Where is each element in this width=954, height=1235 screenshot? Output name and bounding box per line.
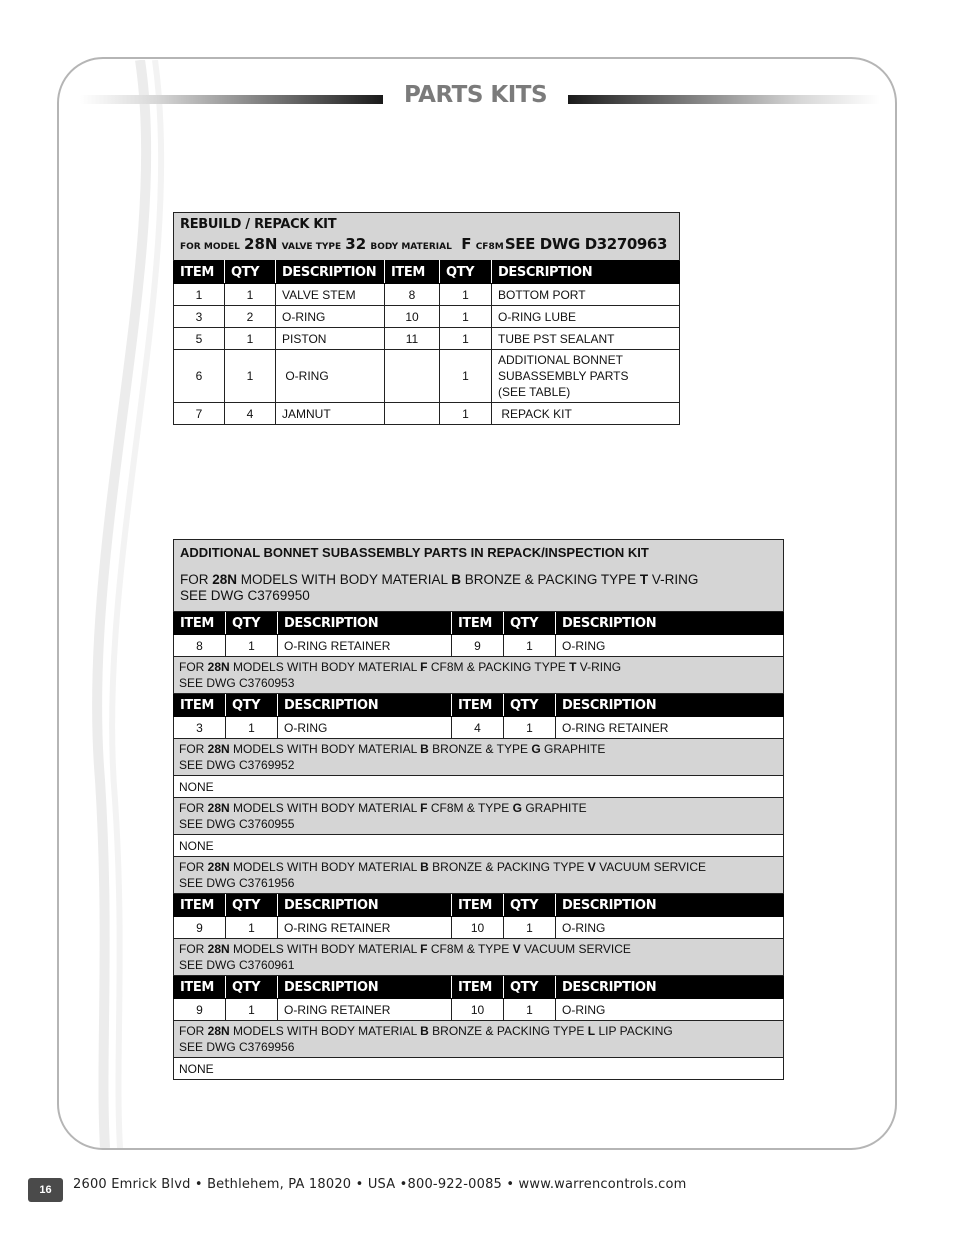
page-header (80, 80, 880, 118)
qty-cell: 1 (226, 999, 278, 1021)
column-header: ITEM (452, 694, 504, 717)
bonnet-parts-table (173, 539, 784, 1080)
condition-text: V (587, 860, 596, 874)
bonnet-title: ADDITIONAL BONNET SUBASSEMBLY PARTS IN REPACK/INSPECTION KIT (180, 545, 649, 560)
condition-text: MODELS WITH BODY MATERIAL (229, 660, 421, 674)
condition-row (174, 657, 784, 694)
dwg-reference: SEE DWG C3760953 (179, 676, 295, 690)
column-header: DESCRIPTION (492, 261, 680, 284)
column-header: ITEM (174, 694, 226, 717)
item-cell: 4 (452, 717, 504, 739)
bonnet-subtitle: FOR 28N MODELS WITH BODY MATERIAL B BRONZE & PACKING TYPE T V-RING SEE DWG C3769950 (180, 572, 699, 603)
condition-text: FOR (179, 660, 208, 674)
table-row (174, 717, 784, 739)
bonnet-header-row (174, 612, 784, 635)
qty-cell: 1 (226, 635, 278, 657)
rebuild-kit-table (173, 212, 680, 425)
condition-text: CF8M & TYPE (427, 942, 513, 956)
condition-text: LIP PACKING (595, 1024, 673, 1038)
dwg-reference: SEE DWG C3769952 (179, 758, 295, 772)
item-cell: 3 (174, 717, 226, 739)
item-cell: 1 (174, 284, 225, 306)
description-cell: O-RING LUBE (492, 306, 680, 328)
description-cell: JAMNUT (276, 403, 385, 425)
none-cell: NONE (174, 776, 784, 798)
column-header: QTY (440, 261, 492, 284)
condition-cell (174, 798, 784, 835)
description-cell: O-RING RETAINER (556, 717, 784, 739)
table-row (174, 328, 680, 350)
condition-text: FOR (179, 860, 208, 874)
table-row (174, 917, 784, 939)
column-header: ITEM (174, 976, 226, 999)
condition-cell (174, 857, 784, 894)
qty-cell: 1 (226, 917, 278, 939)
table-row (174, 999, 784, 1021)
table-row (174, 350, 680, 403)
qty-cell: 1 (504, 635, 556, 657)
condition-cell (174, 939, 784, 976)
condition-text: BRONZE & TYPE (428, 742, 532, 756)
description-cell: O-RING (276, 350, 385, 403)
column-header: ITEM (174, 894, 226, 917)
qty-cell: 1 (504, 999, 556, 1021)
column-header: QTY (504, 976, 556, 999)
qty-cell: 1 (504, 717, 556, 739)
column-header: DESCRIPTION (278, 612, 452, 635)
column-header: ITEM (452, 894, 504, 917)
item-cell: 6 (174, 350, 225, 403)
column-header: DESCRIPTION (278, 694, 452, 717)
dwg-reference: SEE DWG C3769956 (179, 1040, 295, 1054)
condition-text: 28N (207, 1024, 230, 1038)
condition-text: MODELS WITH BODY MATERIAL (229, 1024, 421, 1038)
qty-cell: 1 (225, 328, 276, 350)
column-header: DESCRIPTION (556, 694, 784, 717)
condition-text: 28N (207, 942, 230, 956)
column-header: QTY (504, 894, 556, 917)
condition-text: 28N (207, 860, 230, 874)
column-header: DESCRIPTION (276, 261, 385, 284)
description-cell: O-RING RETAINER (278, 917, 452, 939)
condition-text: 28N (207, 660, 230, 674)
condition-text: VACUUM SERVICE (520, 942, 631, 956)
decorative-swoosh (60, 60, 180, 1148)
item-cell: 8 (385, 284, 440, 306)
item-cell: 11 (385, 328, 440, 350)
column-header: QTY (504, 694, 556, 717)
condition-text: GRAPHITE (540, 742, 606, 756)
condition-text: F (420, 942, 428, 956)
condition-text: F (420, 660, 428, 674)
dwg-reference: SEE DWG C3761956 (179, 876, 295, 890)
qty-cell: 1 (440, 403, 492, 425)
description-cell: BOTTOM PORT (492, 284, 680, 306)
table-row (174, 403, 680, 425)
header-bar-right (568, 95, 880, 104)
condition-text: 28N (207, 801, 230, 815)
condition-text: MODELS WITH BODY MATERIAL (229, 801, 421, 815)
condition-row (174, 1021, 784, 1058)
item-cell: 10 (452, 999, 504, 1021)
qty-cell: 1 (504, 917, 556, 939)
description-cell: REPACK KIT (492, 403, 680, 425)
bonnet-header (174, 540, 784, 612)
condition-text: G (512, 801, 522, 815)
table-row (174, 635, 784, 657)
none-row (174, 776, 784, 798)
condition-text: FOR (179, 801, 208, 815)
none-cell: NONE (174, 835, 784, 857)
description-cell: TUBE PST SEALANT (492, 328, 680, 350)
condition-text: CF8M & TYPE (427, 801, 513, 815)
condition-text: F (420, 801, 428, 815)
condition-text: L (587, 1024, 596, 1038)
body-material-label: BODY MATERIAL (370, 242, 452, 252)
item-cell: 7 (174, 403, 225, 425)
dwg-reference: SEE DWG C3760961 (179, 958, 295, 972)
model-value: 28N (244, 235, 278, 253)
rebuild-kit-model-line (180, 235, 673, 257)
description-cell: O-RING (278, 717, 452, 739)
condition-cell (174, 1021, 784, 1058)
condition-text: FOR (179, 1024, 208, 1038)
column-header: QTY (226, 612, 278, 635)
item-cell: 9 (174, 917, 226, 939)
rebuild-kit-title: REBUILD / REPACK KIT (180, 217, 337, 232)
item-cell: 10 (385, 306, 440, 328)
condition-text: B (420, 860, 429, 874)
condition-text: FOR (179, 942, 208, 956)
description-cell: PISTON (276, 328, 385, 350)
description-cell: O-RING (276, 306, 385, 328)
item-cell: 9 (452, 635, 504, 657)
condition-row (174, 857, 784, 894)
item-cell: 9 (174, 999, 226, 1021)
condition-text: B (420, 742, 429, 756)
qty-cell: 4 (225, 403, 276, 425)
description-cell: O-RING RETAINER (278, 999, 452, 1021)
condition-text: MODELS WITH BODY MATERIAL (229, 860, 421, 874)
qty-cell: 1 (440, 350, 492, 403)
description-cell: O-RING (556, 635, 784, 657)
column-header: QTY (225, 261, 276, 284)
dwg-reference: SEE DWG C3760955 (179, 817, 295, 831)
condition-text: CF8M & PACKING TYPE (427, 660, 570, 674)
condition-row (174, 798, 784, 835)
column-header: ITEM (174, 612, 226, 635)
bonnet-header-row (174, 894, 784, 917)
description-cell: VALVE STEM (276, 284, 385, 306)
none-cell: NONE (174, 1058, 784, 1080)
condition-row (174, 939, 784, 976)
rebuild-header-row (174, 261, 680, 284)
description-cell: ADDITIONAL BONNET SUBASSEMBLY PARTS (SEE TABLE) (492, 350, 680, 403)
qty-cell: 1 (225, 284, 276, 306)
item-cell: 10 (452, 917, 504, 939)
body-material-suffix: CF8M (475, 242, 504, 252)
condition-cell (174, 739, 784, 776)
condition-text: VACUUM SERVICE (595, 860, 707, 874)
condition-text: FOR (179, 742, 208, 756)
column-header: ITEM (452, 976, 504, 999)
item-cell: 5 (174, 328, 225, 350)
table-row (174, 306, 680, 328)
condition-cell (174, 657, 784, 694)
condition-text: V (512, 942, 521, 956)
column-header: ITEM (452, 612, 504, 635)
condition-text: MODELS WITH BODY MATERIAL (229, 742, 421, 756)
table-row (174, 284, 680, 306)
description-cell: O-RING (556, 917, 784, 939)
condition-text: B (420, 1024, 429, 1038)
column-header: QTY (504, 612, 556, 635)
condition-text: G (531, 742, 541, 756)
header-bar-left (80, 95, 383, 104)
qty-cell: 1 (225, 350, 276, 403)
column-header: DESCRIPTION (556, 894, 784, 917)
item-cell (385, 350, 440, 403)
qty-cell: 1 (440, 328, 492, 350)
condition-text: 28N (207, 742, 230, 756)
column-header: DESCRIPTION (278, 976, 452, 999)
valve-type-value: 32 (345, 235, 367, 253)
for-model-label: FOR MODEL (180, 242, 240, 252)
page-title: PARTS KITS (403, 82, 548, 108)
item-cell: 3 (174, 306, 225, 328)
column-header: QTY (226, 694, 278, 717)
bonnet-dwg-reference: SEE DWG C3769950 (180, 588, 310, 603)
column-header: QTY (226, 976, 278, 999)
condition-text: V-RING (576, 660, 622, 674)
condition-text: T (569, 660, 577, 674)
none-row (174, 835, 784, 857)
rebuild-dwg-reference: SEE DWG D3270963 (504, 235, 668, 253)
column-header: ITEM (174, 261, 225, 284)
valve-type-label: VALVE TYPE (281, 242, 342, 252)
rebuild-kit-header (174, 213, 680, 261)
bonnet-header-row (174, 694, 784, 717)
condition-text: BRONZE & PACKING TYPE (428, 1024, 588, 1038)
footer-address: 2600 Emrick Blvd • Bethlehem, PA 18020 • USA •800-922-0085 • www.warrencontrols.com (73, 1177, 687, 1192)
qty-cell: 1 (440, 284, 492, 306)
column-header: DESCRIPTION (278, 894, 452, 917)
condition-text: GRAPHITE (522, 801, 587, 815)
condition-text: BRONZE & PACKING TYPE (428, 860, 588, 874)
column-header: DESCRIPTION (556, 612, 784, 635)
qty-cell: 1 (440, 306, 492, 328)
qty-cell: 1 (226, 717, 278, 739)
description-cell: O-RING (556, 999, 784, 1021)
column-header: QTY (226, 894, 278, 917)
body-material-value: F (461, 235, 472, 253)
qty-cell: 2 (225, 306, 276, 328)
none-row (174, 1058, 784, 1080)
column-header: DESCRIPTION (556, 976, 784, 999)
description-cell: O-RING RETAINER (278, 635, 452, 657)
condition-row (174, 739, 784, 776)
bonnet-header-row (174, 976, 784, 999)
item-cell (385, 403, 440, 425)
condition-text: MODELS WITH BODY MATERIAL (229, 942, 421, 956)
page-number-badge: 16 (28, 1178, 63, 1202)
item-cell: 8 (174, 635, 226, 657)
column-header: ITEM (385, 261, 440, 284)
